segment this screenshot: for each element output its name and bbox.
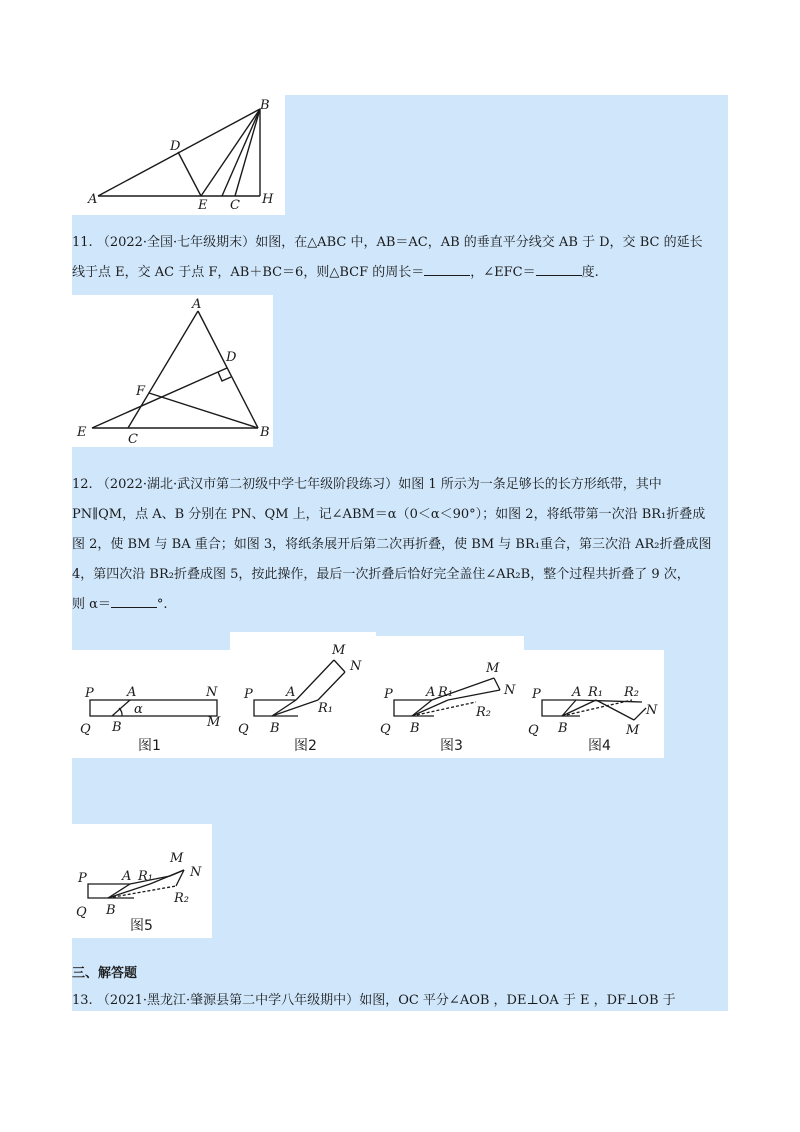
fig11-label-e: E xyxy=(77,425,87,440)
fig4-label-a: A xyxy=(572,685,582,700)
fig4-label-n: N xyxy=(646,703,658,718)
fig10-label-d: D xyxy=(170,139,181,154)
figure-q10 xyxy=(72,95,285,215)
figure-2 xyxy=(230,632,376,758)
q11-line1: 如图，在△ABC 中，AB＝AC，AB 的垂直平分线交 AB 于 D，交 BC 的延长 xyxy=(255,235,703,250)
q11-answer-blank-2[interactable] xyxy=(536,263,582,276)
figure-4 xyxy=(524,650,664,758)
fig5-caption: 图5 xyxy=(130,918,153,934)
fig11-label-a: A xyxy=(192,297,202,312)
fig3-label-a: A xyxy=(426,685,436,700)
q11-line2b: ，∠EFC＝ xyxy=(470,265,536,280)
q11-line2c: 度. xyxy=(581,265,599,280)
fig1-label-a: A xyxy=(127,685,137,700)
fig5-label-r2: R₂ xyxy=(174,891,189,906)
fig2-label-q: Q xyxy=(238,722,249,737)
fig2-label-a: A xyxy=(286,685,296,700)
figure-3 xyxy=(376,636,524,758)
fig1-label-q: Q xyxy=(80,722,91,737)
fig11-label-b: B xyxy=(260,425,270,440)
fig2-label-p: P xyxy=(244,687,253,702)
fig2-caption: 图2 xyxy=(294,738,317,754)
fig4-label-p: P xyxy=(532,687,541,702)
fig5-label-a: A xyxy=(122,869,132,884)
fig1-caption: 图1 xyxy=(138,738,161,754)
fig5-label-r1: R₁ xyxy=(138,869,153,884)
question-12 xyxy=(72,470,728,620)
q11-answer-blank-1[interactable] xyxy=(424,263,470,276)
q12-line2: PN∥QM，点 A、B 分别在 PN、QM 上，记∠ABM＝α（0＜α＜90°）；如图 2，将纸带第一次沿 BR₁折叠成 xyxy=(72,507,706,522)
fig3-label-q: Q xyxy=(380,722,391,737)
fig1-label-m: M xyxy=(207,715,221,730)
fig11-label-f: F xyxy=(136,384,146,399)
fig4-label-r1: R₁ xyxy=(588,685,603,700)
q12-answer-blank[interactable] xyxy=(111,595,157,608)
fig1-label-p: P xyxy=(85,686,94,701)
fig4-label-q: Q xyxy=(528,723,539,738)
fig1-label-n: N xyxy=(206,685,218,700)
figure-q11 xyxy=(72,295,273,447)
section-heading-answers: 三、解答题 xyxy=(72,966,138,981)
fig3-label-m: M xyxy=(486,661,500,676)
q12-line5a: 则 α＝ xyxy=(72,597,111,612)
fig4-label-m: M xyxy=(626,723,640,738)
q12-number: 12. xyxy=(72,477,93,492)
fig4-label-r2: R₂ xyxy=(624,685,639,700)
fig3-label-b: B xyxy=(410,721,420,736)
fig2-label-m: M xyxy=(332,643,346,658)
q11-line2a: 线于点 E，交 AC 于点 F，AB＋BC＝6，则△BCF 的周长＝ xyxy=(72,265,425,280)
fig1-label-b: B xyxy=(112,720,122,735)
q13-source: （2021·黑龙江·肇源县第二中学八年级期中） xyxy=(96,993,360,1008)
fig10-label-b: B xyxy=(260,98,270,113)
fig2-label-r1: R₁ xyxy=(318,701,333,716)
fig4-label-b: B xyxy=(558,721,568,736)
fig3-label-p: P xyxy=(384,687,393,702)
q12-line1: 如图 1 所示为一条足够长的长方形纸带，其中 xyxy=(398,477,662,492)
fig3-label-r1: R₁ xyxy=(438,685,453,700)
q12-line4: 4，第四次沿 BR₂折叠成图 5，按此操作，最后一次折叠后恰好完全盖住∠AR₂B，整个过程共折叠了 9 次， xyxy=(72,567,690,582)
fig10-label-e: E xyxy=(198,198,208,213)
fig5-label-m: M xyxy=(170,851,184,866)
q12-source: （2022·湖北·武汉市第二初级中学七年级阶段练习） xyxy=(96,477,399,492)
q13-line1: 如图，OC 平分∠AOB ，DE⊥OA 于 E ，DF⊥OB 于 xyxy=(359,993,676,1008)
fig3-label-r2: R₂ xyxy=(476,705,491,720)
fig10-label-c: C xyxy=(230,198,240,213)
q12-line5b: °. xyxy=(156,597,168,612)
fig5-label-p: P xyxy=(78,871,87,886)
fig11-label-c: C xyxy=(128,432,138,447)
fig5-label-n: N xyxy=(190,865,202,880)
figure-5 xyxy=(72,824,212,938)
fig3-label-n: N xyxy=(504,683,516,698)
q12-line3: 图 2，使 BM 与 BA 重合；如图 3，将纸条展开后第二次再折叠，使 BM 与 BR₁重合，第三次沿 AR₂折叠成图 xyxy=(72,537,712,552)
fig3-caption: 图3 xyxy=(440,738,463,754)
question-13 xyxy=(72,986,728,1016)
fig11-label-d: D xyxy=(226,350,237,365)
figure-1 xyxy=(72,650,230,758)
fig5-label-b: B xyxy=(106,903,116,918)
fig10-label-h: H xyxy=(262,192,274,207)
fig2-label-n: N xyxy=(350,659,362,674)
q13-number: 13. xyxy=(72,993,93,1008)
fig10-label-a: A xyxy=(88,192,98,207)
fig1-label-alpha: α xyxy=(134,702,143,717)
fig2-label-b: B xyxy=(270,721,280,736)
fig5-label-q: Q xyxy=(76,905,87,920)
q11-number: 11. xyxy=(72,235,93,250)
fig4-caption: 图4 xyxy=(588,738,611,754)
question-11 xyxy=(72,228,728,288)
q11-source: （2022·全国·七年级期末） xyxy=(96,235,256,250)
